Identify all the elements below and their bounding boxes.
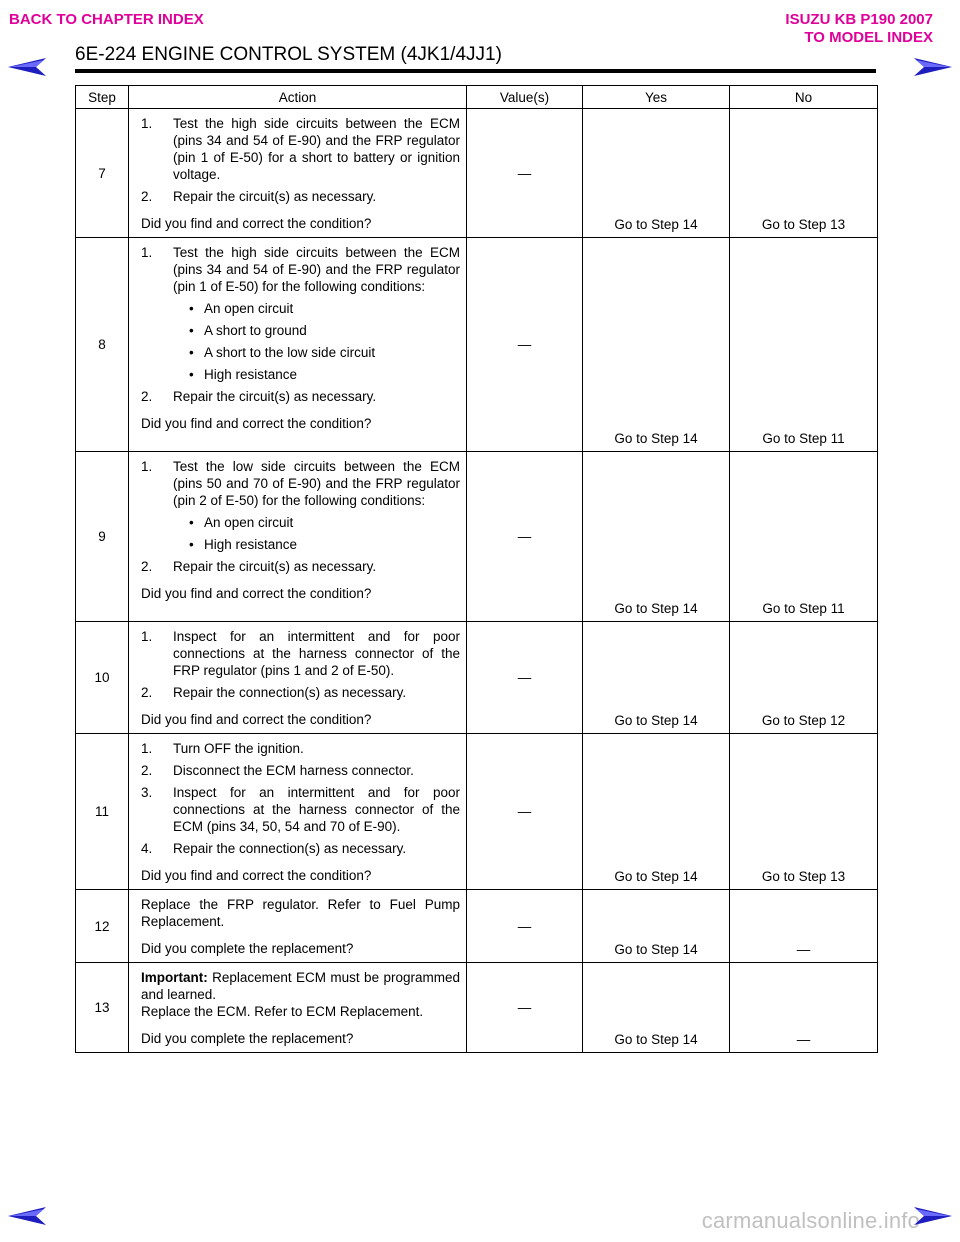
action-question: Did you find and correct the condition? [141, 868, 372, 883]
no-result: Go to Step 11 [730, 238, 878, 452]
action-step [141, 840, 460, 857]
no-result: — [730, 963, 878, 1053]
diagnostic-table [75, 85, 878, 1053]
header-divider [75, 69, 876, 73]
action-step [141, 762, 460, 779]
column-header-action: Action [129, 86, 467, 109]
action-step [141, 244, 460, 295]
action-step [141, 188, 460, 205]
action-step-text: Inspect for an intermittent and for poor connections at the harness connector of the ECM (pins 34, 50, 54 and 70 of E-90). [173, 785, 460, 834]
action-step [141, 558, 460, 575]
condition-text: A short to ground [204, 323, 307, 338]
condition-bullet [141, 344, 460, 361]
action-step [141, 740, 460, 757]
bullet-icon: • [189, 515, 194, 530]
action-step [141, 628, 460, 679]
condition-text: A short to the low side circuit [204, 345, 376, 360]
previous-page-arrow-icon[interactable] [6, 56, 50, 78]
action-step-number: 3. [141, 785, 153, 800]
step-number: 8 [76, 238, 129, 452]
yes-result: Go to Step 14 [583, 109, 730, 238]
step-number: 13 [76, 963, 129, 1053]
action-question: Did you find and correct the condition? [141, 586, 372, 601]
bullet-icon: • [189, 323, 194, 338]
action-paragraph-text: Replace the FRP regulator. Refer to Fuel Pump Replacement. [141, 897, 460, 929]
action-paragraph [141, 1003, 460, 1020]
action-question: Did you complete the replacement? [141, 941, 354, 956]
yes-result: Go to Step 14 [583, 890, 730, 963]
no-result: Go to Step 11 [730, 452, 878, 622]
bullet-icon: • [189, 301, 194, 316]
next-page-arrow-icon[interactable] [910, 56, 954, 78]
yes-result: Go to Step 14 [583, 452, 730, 622]
no-result: Go to Step 13 [730, 734, 878, 890]
column-header-no: No [730, 86, 878, 109]
action-cell [129, 890, 467, 963]
watermark: carmanualsonline.info [701, 1208, 920, 1233]
no-result: Go to Step 13 [730, 109, 878, 238]
action-step-number: 1. [141, 245, 153, 260]
yes-result: Go to Step 14 [583, 238, 730, 452]
no-result: — [730, 890, 878, 963]
action-step-number: 2. [141, 389, 153, 404]
action-cell [129, 963, 467, 1053]
table-row [76, 452, 878, 622]
value-cell: — [467, 238, 583, 452]
value-cell: — [467, 734, 583, 890]
table-row [76, 238, 878, 452]
step-number: 7 [76, 109, 129, 238]
condition-bullet [141, 536, 460, 553]
condition-text: High resistance [204, 367, 298, 382]
condition-text: High resistance [204, 537, 298, 552]
action-step [141, 684, 460, 701]
action-question: Did you find and correct the condition? [141, 416, 372, 431]
action-cell [129, 238, 467, 452]
back-to-chapter-index-link[interactable]: BACK TO CHAPTER INDEX [9, 11, 204, 28]
action-step-number: 1. [141, 741, 153, 756]
action-step [141, 458, 460, 509]
value-cell: — [467, 622, 583, 734]
action-step-text: Repair the connection(s) as necessary. [173, 685, 407, 700]
table-header-row [76, 86, 878, 109]
condition-bullet [141, 514, 460, 531]
action-step-number: 1. [141, 459, 153, 474]
condition-bullet [141, 300, 460, 317]
table-row [76, 734, 878, 890]
action-step-text: Repair the circuit(s) as necessary. [173, 189, 377, 204]
condition-bullet [141, 322, 460, 339]
yes-result: Go to Step 14 [583, 963, 730, 1053]
action-cell [129, 109, 467, 238]
action-step-number: 4. [141, 841, 153, 856]
action-paragraph-text: Replace the ECM. Refer to ECM Replacement. [141, 1004, 424, 1019]
step-number: 9 [76, 452, 129, 622]
action-step-text: Turn OFF the ignition. [173, 741, 304, 756]
action-step-text: Test the high side circuits between the ECM (pins 34 and 54 of E-90) and the FRP regulator (pin 1 of E-50) for a short to battery or ignition voltage. [173, 116, 460, 182]
model-title-link[interactable]: ISUZU KB P190 2007 [785, 11, 933, 28]
condition-text: An open circuit [204, 515, 294, 530]
value-cell: — [467, 452, 583, 622]
action-step-text: Repair the connection(s) as necessary. [173, 841, 407, 856]
action-cell [129, 622, 467, 734]
column-header-yes: Yes [583, 86, 730, 109]
action-paragraph [141, 896, 460, 930]
action-step-number: 1. [141, 629, 153, 644]
value-cell: — [467, 109, 583, 238]
action-step-text: Test the low side circuits between the ECM (pins 50 and 70 of E-90) and the FRP regulator (pin 2 of E-50) for the following conditions: [173, 459, 460, 508]
action-step-number: 2. [141, 189, 153, 204]
action-question: Did you complete the replacement? [141, 1031, 354, 1046]
action-paragraph-text: Replacement ECM must be programmed and learned. [141, 970, 460, 1002]
action-step [141, 115, 460, 183]
table-row [76, 890, 878, 963]
action-paragraph [141, 969, 460, 1003]
action-question: Did you find and correct the condition? [141, 216, 372, 231]
next-page-arrow-icon[interactable] [910, 1205, 954, 1227]
action-question: Did you find and correct the condition? [141, 712, 372, 727]
condition-bullet [141, 366, 460, 383]
action-cell [129, 734, 467, 890]
action-step-text: Disconnect the ECM harness connector. [173, 763, 414, 778]
action-step-number: 1. [141, 116, 153, 131]
bullet-icon: • [189, 345, 194, 360]
step-number: 10 [76, 622, 129, 734]
bullet-icon: • [189, 537, 194, 552]
column-header-values: Value(s) [467, 86, 583, 109]
action-step [141, 784, 460, 835]
table-row [76, 622, 878, 734]
table-row [76, 109, 878, 238]
action-step-text: Test the high side circuits between the ECM (pins 34 and 54 of E-90) and the FRP regulator (pin 1 of E-50) for the following conditions: [173, 245, 460, 294]
table-row [76, 963, 878, 1053]
bullet-icon: • [189, 367, 194, 382]
action-step-number: 2. [141, 559, 153, 574]
action-step-text: Repair the circuit(s) as necessary. [173, 389, 377, 404]
action-step-text: Repair the circuit(s) as necessary. [173, 559, 377, 574]
previous-page-arrow-icon[interactable] [6, 1205, 50, 1227]
to-model-index-link[interactable]: TO MODEL INDEX [804, 29, 933, 46]
step-number: 12 [76, 890, 129, 963]
important-label: Important: [141, 970, 208, 985]
yes-result: Go to Step 14 [583, 622, 730, 734]
condition-text: An open circuit [204, 301, 294, 316]
no-result: Go to Step 12 [730, 622, 878, 734]
action-step-number: 2. [141, 685, 153, 700]
action-cell [129, 452, 467, 622]
page-title: 6E-224 ENGINE CONTROL SYSTEM (4JK1/4JJ1) [75, 44, 502, 65]
action-step [141, 388, 460, 405]
action-step-text: Inspect for an intermittent and for poor connections at the harness connector of the FRP regulator (pins 1 and 2 of E-50). [173, 629, 460, 678]
column-header-step: Step [76, 86, 129, 109]
value-cell: — [467, 963, 583, 1053]
step-number: 11 [76, 734, 129, 890]
value-cell: — [467, 890, 583, 963]
action-step-number: 2. [141, 763, 153, 778]
yes-result: Go to Step 14 [583, 734, 730, 890]
